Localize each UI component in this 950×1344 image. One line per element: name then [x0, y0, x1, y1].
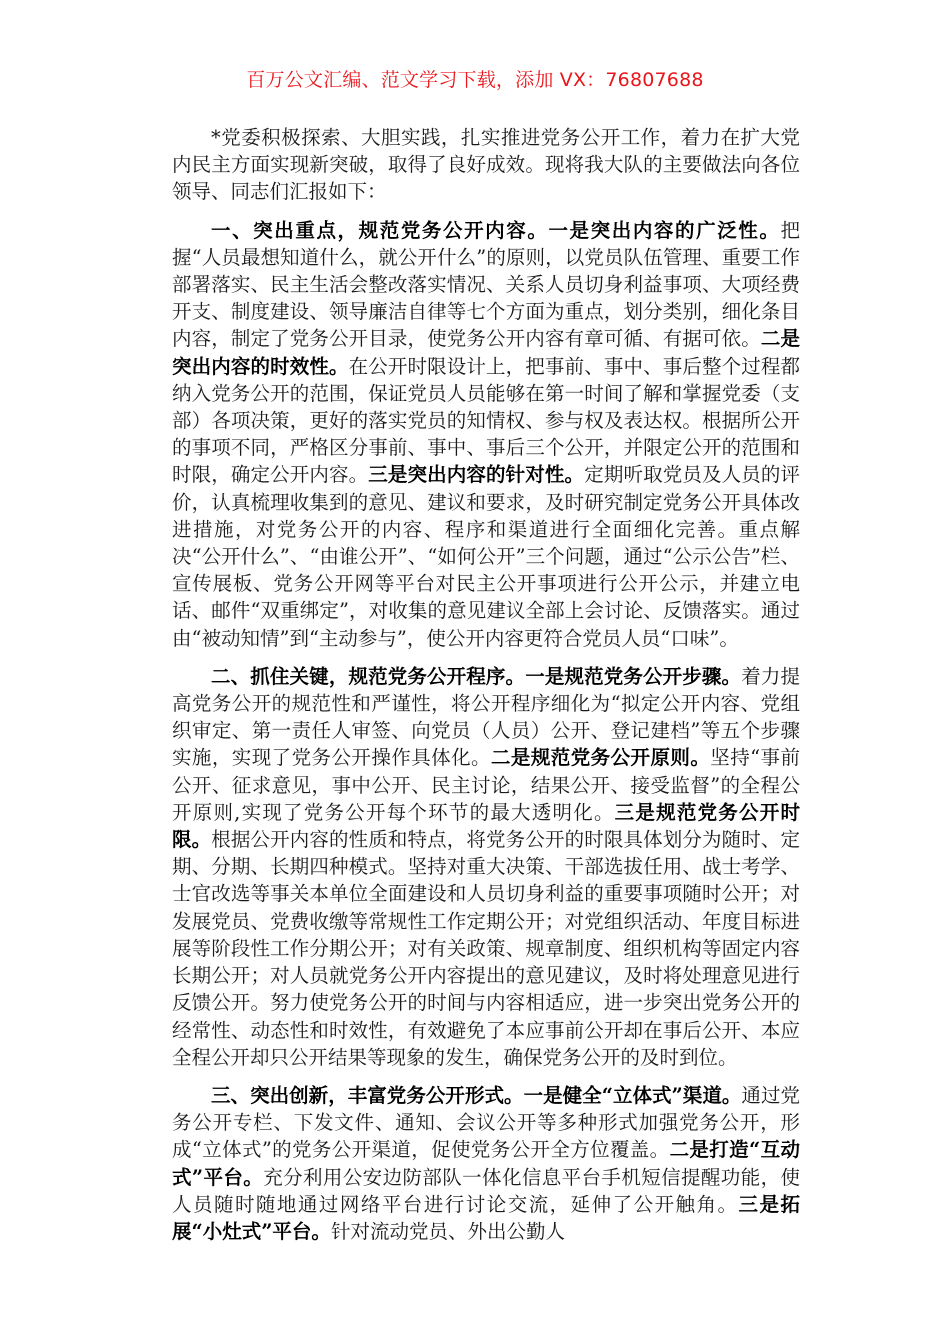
intro-paragraph — [172, 124, 800, 206]
section-2-point-3-text: 根据公开内容的性质和特点，将党务公开的时限具体划分为随时、定期、分期、长期四种模式。坚持对重大决策、干部选拔任用、战士考学、士官改选等事关本单位全面建设和人员切身利益的重要事项随时公开；对发展党员、党费收缴等常规性工作定期公开；对党组织活动、年度目标进展等阶段性工作分期公开；对有关政策、规章制度、组织机构等固定内容长期公开；对人员就党务公开内容提出的意见建议，及时将处理意见进行反馈公开。努力使党务公开的时间与内容相适应，进一步突出党务公开的经常性、动态性和时效性，有效避免了本应事前公开却在事后公开、本应全程公开却只公开结果等现象的发生，确保党务公开的及时到位。 — [172, 828, 800, 1069]
section-3-point-2-title: 二是打造“互动式”平台。 — [172, 1138, 800, 1189]
header-banner: 百万公文汇编、范文学习下载，添加 VX：76807688 — [246, 69, 704, 91]
section-2-heading: 二、抓住关键，规范党务公开程序。 — [211, 664, 526, 688]
section-1-paragraph — [172, 217, 800, 652]
section-2-point-2-text: 坚持“事前公开、征求意见，事中公开、民主讨论，结果公开、接受监督”的全程公开原则,实现了党务公开每个环节的最大透明化。 — [172, 746, 800, 824]
section-1-point-3-title: 三是突出内容的针对性。 — [368, 463, 585, 487]
section-1-point-1-title: 一是突出内容的广泛性。 — [548, 218, 781, 242]
section-3-point-1-title: 一是健全“立体式”渠道。 — [523, 1083, 742, 1107]
section-2-point-2-title: 二是规范党务公开原则。 — [490, 746, 711, 770]
section-3-paragraph — [172, 1082, 800, 1245]
section-1-point-1-text: 把握“人员最想知道什么，就公开什么”的原则，以党员队伍管理、重要工作部署落实、民主生活会整改落实情况、关系人员切身利益事项、大项经费开支、制度建设、领导廉洁自律等七个方面为重点，划分类别，细化条目内容，制定了党务公开目录，使党务公开内容有章可循、有据可依。 — [172, 218, 800, 351]
section-3-point-3-title: 三是拓展“小灶式”平台。 — [172, 1192, 800, 1243]
section-3-point-3-text: 针对流动党员、外出公勤人 — [330, 1219, 565, 1243]
section-1-point-3-text: 定期听取党员及人员的评价，认真梳理收集到的意见、建议和要求，及时研究制定党务公开具体改进措施，对党务公开的内容、程序和渠道进行全面细化完善。重点解决“公开什么”、“由谁公开”、“如何公开”三个问题，通过“公示公告”栏、宣传展板、党务公开网等平台对民主公开事项进行公开公示，并建立电话、邮件“双重绑定”，对收集的意见建议全部上会讨论、反馈落实。通过由“被动知情”到“主动参与”，使公开内容更符合党员人员“口味”。 — [172, 463, 800, 650]
intro-text: *党委积极探索、大胆实践，扎实推进党务公开工作，着力在扩大党内民主方面实现新突破，取得了良好成效。现将我大队的主要做法向各位领导、同志们汇报如下： — [172, 126, 800, 204]
section-3-heading: 三、突出创新，丰富党务公开形式。 — [211, 1083, 524, 1107]
section-2-point-3-title: 三是规范党务公开时限。 — [172, 800, 800, 852]
section-2-paragraph — [172, 663, 800, 1071]
section-2-point-1-text: 着力提高党务公开的规范性和严谨性，将公开程序细化为“拟定公开内容、党组织审定、第一责任人审签、向党员（人员）公开、登记建档”等五个步骤实施，实现了党务公开操作具体化。 — [172, 664, 800, 770]
section-3-point-2-text: 充分利用公安边防部队一体化信息平台手机短信提醒功能，使人员随时随地通过网络平台进行讨论交流，延伸了公开触角。 — [172, 1165, 800, 1216]
section-1-point-2-title: 二是突出内容的时效性。 — [172, 327, 800, 378]
document-body — [172, 124, 800, 1256]
section-2-point-1-title: 一是规范党务公开步骤。 — [525, 664, 742, 688]
section-1-heading: 一、突出重点，规范党务公开内容。 — [211, 218, 549, 242]
section-1-point-2-text: 在公开时限设计上，把事前、事中、事后整个过程都纳入党务公开的范围，保证党员人员能够在第一时间了解和掌握党委（支部）各项决策，更好的落实党员的知情权、参与权及表达权。根据所公开的事项不同，严格区分事前、事中、事后三个公开，并限定公开的范围和时限，确定公开内容。 — [172, 354, 800, 487]
section-3-point-1-text: 通过党务公开专栏、下发文件、通知、会议公开等多种形式加强党务公开，形成“立体式”的党务公开渠道，促使党务公开全方位覆盖。 — [172, 1083, 800, 1162]
